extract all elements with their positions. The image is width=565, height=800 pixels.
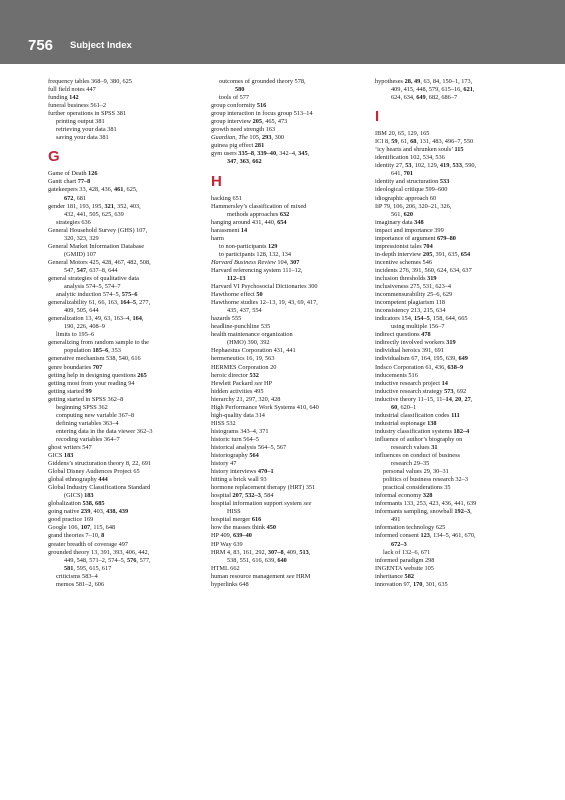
index-entry-continuation: HISS xyxy=(227,508,241,516)
index-entry: generative mechanism 538, 540, 616 xyxy=(48,355,141,363)
header-banner xyxy=(0,0,565,64)
index-entry: high-quality data 314 xyxy=(211,411,265,419)
index-entry: history 47 xyxy=(211,460,237,468)
index-entry: identification 102, 534, 536 xyxy=(375,154,445,162)
index-entry: group interview 205, 465, 473 xyxy=(211,118,288,126)
index-entry: HP Way 639 xyxy=(211,540,243,548)
index-entry: HISS 532 xyxy=(211,419,236,427)
index-entry: Hewlett Packard see HP xyxy=(211,379,273,387)
index-entry: hitting a brick wall 93 xyxy=(211,476,267,484)
index-entry: hacking 651 xyxy=(211,194,242,202)
index-entry: Hephaestus Corporation 431, 441 xyxy=(211,347,296,355)
index-entry: globalization 538, 685 xyxy=(48,500,105,508)
index-entry: further operations in SPSS 381 xyxy=(48,110,127,118)
index-entry: imaginary data 348 xyxy=(375,218,424,226)
index-entry-continuation: (GMID) 107 xyxy=(64,250,97,258)
index-entry: inheritance 582 xyxy=(375,572,414,580)
index-entry: incidents 276, 391, 560, 624, 634, 637 xyxy=(375,266,472,274)
section-letter: I xyxy=(375,108,380,126)
index-entry: funding 142 xyxy=(48,94,79,102)
index-entry: generalizing from random sample to the xyxy=(48,339,149,347)
index-entry: identity 27, 53, 102, 129, 419, 533, 590, xyxy=(375,162,477,170)
index-entry: hospital information support system see xyxy=(211,500,312,508)
index-entry: Harvard Business Review 104, 307 xyxy=(211,258,300,266)
index-entry: inductive research strategy 573, 692 xyxy=(375,387,467,395)
section-letter: H xyxy=(211,172,222,190)
index-entry: individual heroics 391, 691 xyxy=(375,347,444,355)
index-entry-continuation: 435, 437, 554 xyxy=(227,307,262,315)
index-entry: getting most from your reading 94 xyxy=(48,379,135,387)
index-entry: genre boundaries 707 xyxy=(48,363,103,371)
index-entry-continuation: 491 xyxy=(391,516,401,524)
index-entry: Hawthorne studies 12–13, 19, 43, 69, 417, xyxy=(211,299,318,307)
index-entry: informants 133, 253, 423, 436, 441, 639 xyxy=(375,500,477,508)
index-entry: generalization 13, 49, 63, 163–4, 164, xyxy=(48,315,144,323)
index-entry-continuation: 538, 551, 616, 639, 640 xyxy=(227,556,287,564)
index-entry: inconsistency 213, 215, 634 xyxy=(375,307,446,315)
index-subentry: memos 581–2, 606 xyxy=(56,580,105,588)
index-entry: ghost writers 547 xyxy=(48,443,92,451)
index-entry-continuation: 112–13 xyxy=(227,274,246,282)
index-entry: informal economy 328 xyxy=(375,492,433,500)
index-entry: headline-punchline 535 xyxy=(211,323,271,331)
index-entry: growth need strength 163 xyxy=(211,126,276,134)
index-entry: High Performance Work Systems 410, 640 xyxy=(211,403,319,411)
index-entry: going native 239, 403, 438, 439 xyxy=(48,508,129,516)
index-subentry: defining variables 363–4 xyxy=(56,419,119,427)
index-subentry: to participants 128, 132, 134 xyxy=(219,250,292,258)
index-entry: how the masses think 450 xyxy=(211,524,277,532)
index-entry: General Motors 425, 428, 467, 482, 508, xyxy=(48,258,151,266)
index-entry: inductive research project 14 xyxy=(375,379,448,387)
index-entry: gatekeepers 33, 428, 436, 461, 625, xyxy=(48,186,138,194)
index-entry: indicators 154, 154–5, 158, 644, 665 xyxy=(375,315,468,323)
index-entry: gender 181, 193, 195, 321, 352, 403, xyxy=(48,202,141,210)
index-subentry: beginning SPSS 362 xyxy=(56,403,108,411)
index-entry: frequency tables 368–9, 380, 625 xyxy=(48,78,132,85)
index-entry-continuation: 320, 323, 329 xyxy=(64,234,99,242)
index-subentry: analytic induction 574–5, 575–6 xyxy=(56,291,138,299)
index-subentry: saving your data 381 xyxy=(56,134,109,142)
index-entry: hierarchy 21, 297, 320, 428 xyxy=(211,395,281,403)
index-column-2 xyxy=(211,78,369,589)
index-entry: Giddens’s structuration theory 8, 22, 691 xyxy=(48,460,152,468)
index-entry-continuation: population 185–6, 353 xyxy=(64,347,121,355)
index-entry-continuation: using multiple 156–7 xyxy=(391,323,445,331)
index-entry: historic turn 564–5 xyxy=(211,435,259,443)
index-entry: Google 106, 107, 115, 648 xyxy=(48,524,116,532)
index-entry: generalizability 61, 66, 163, 164–5, 277, xyxy=(48,299,151,307)
index-entry: inclusion thresholds 319 xyxy=(375,274,437,282)
index-entry: Global Disney Audiences Project 65 xyxy=(48,468,140,476)
index-entry: grand theories 7–10, 8 xyxy=(48,532,105,540)
index-entry: Global Industry Classifications Standard xyxy=(48,484,151,492)
index-entry: hermeneutics 16, 19, 563 xyxy=(211,355,275,363)
index-entry: ideological critique 599–600 xyxy=(375,186,448,194)
index-entry: grounded theory 13, 391, 393, 406, 442, xyxy=(48,548,150,556)
index-entry-continuation: (HMO) 390, 392 xyxy=(227,339,270,347)
section-letter: G xyxy=(48,148,60,166)
running-head-title: Subject Index xyxy=(70,40,132,51)
index-entry: idiographic approach 60 xyxy=(375,194,437,202)
index-subentry-continuation: 580 xyxy=(235,86,245,94)
index-column-1 xyxy=(48,78,206,589)
index-entry: getting help in designing questions 265 xyxy=(48,371,147,379)
index-entry: GICS 183 xyxy=(48,452,74,460)
index-entry: IiP 79, 106, 206, 320–21, 326, xyxy=(375,202,452,210)
index-entry: historical analysis 564–5, 567 xyxy=(211,443,287,451)
index-subentry: outcomes of grounded theory 578, xyxy=(219,78,306,85)
index-entry: informed consent 123, 134–5, 461, 670, xyxy=(375,532,476,540)
index-subentry: tools of 577 xyxy=(219,94,250,102)
index-entry: Hammersley’s classification of mixed xyxy=(211,202,307,210)
index-entry: inclusiveness 275, 531, 623–4 xyxy=(375,283,452,291)
index-entry: General Household Survey (GHS) 107, xyxy=(48,226,148,234)
index-entry: getting started in SPSS 362–8 xyxy=(48,395,124,403)
index-entry: industrial classification codes 111 xyxy=(375,411,460,419)
index-entry-continuation: research values 31 xyxy=(391,443,438,451)
index-entry: impact and importance 399 xyxy=(375,226,444,234)
index-entry: inductive theory 11–15, 11–14, 20, 27, xyxy=(375,395,473,403)
index-subentry: lack of 132–6, 671 xyxy=(383,548,431,556)
index-entry: general strategies of qualitative data xyxy=(48,274,139,282)
index-subentry: limits to 195–6 xyxy=(56,331,95,339)
index-subentry: politics of business research 32–3 xyxy=(383,476,468,484)
index-subentry: computing new variable 367–8 xyxy=(56,411,135,419)
index-entry: HRM 4, 83, 161, 292, 307–8, 409, 513, xyxy=(211,548,311,556)
index-entry: harm xyxy=(211,234,224,242)
index-entry-continuation: analysis 574–5, 574–7 xyxy=(64,283,121,291)
index-entry-continuation: 190, 226, 408–9 xyxy=(64,323,105,331)
index-entry: guinea pig effect 281 xyxy=(211,142,265,150)
index-entry: Indsco Corporation 61, 436, 638–9 xyxy=(375,363,464,371)
index-entry: impressionist tales 704 xyxy=(375,242,433,250)
index-entry: HERMES Corporation 20 xyxy=(211,363,277,371)
index-entry: heroic director 532 xyxy=(211,371,259,379)
index-entry: informed paradigm 298 xyxy=(375,556,435,564)
index-entry: Harvard referencing system 111–12, xyxy=(211,266,303,274)
index-entry-continuation: 432, 441, 505, 625, 639 xyxy=(64,210,124,218)
index-entry: Hawthorne effect 50 xyxy=(211,291,263,299)
index-entry: human resource management see HRM xyxy=(211,572,311,580)
index-entry: Gantt chart 77–8 xyxy=(48,178,91,186)
index-entry: hyperlinks 648 xyxy=(211,580,249,588)
index-entry: ICI 8, 59, 61, 68, 131, 483, 496–7, 550 xyxy=(375,138,474,146)
index-entry: histograms 343–4, 371 xyxy=(211,427,269,435)
index-entry-continuation: 547, 547, 637–8, 644 xyxy=(64,266,118,274)
index-subentry: criticisms 583–4 xyxy=(56,572,98,580)
index-entry: group conformity 516 xyxy=(211,102,267,110)
index-entry: HP 409, 639–40 xyxy=(211,532,252,540)
index-entry: group interaction in focus group 513–14 xyxy=(211,110,313,118)
index-subentry: strategies 636 xyxy=(56,218,91,226)
index-entry-continuation: 672–3 xyxy=(391,540,407,548)
index-entry-continuation: 672, 681 xyxy=(64,194,87,202)
index-entry: indirectly involved workers 319 xyxy=(375,339,456,347)
index-entry: harassment 14 xyxy=(211,226,248,234)
index-entry: historiography 564 xyxy=(211,452,259,460)
index-entry: funeral business 561–2 xyxy=(48,102,107,110)
page-number: 756 xyxy=(28,37,54,54)
index-entry: hospital 207, 532–3, 584 xyxy=(211,492,274,500)
index-entry-continuation: 409, 415, 448, 579, 615–16, 621, xyxy=(391,86,475,94)
index-entry: influences on conduct of business xyxy=(375,452,460,460)
index-entry: General Market Information Database xyxy=(48,242,144,250)
index-entry-continuation: 624, 634, 649, 682, 686–7 xyxy=(391,94,458,102)
index-entry: hanging around 431, 440, 654 xyxy=(211,218,287,226)
index-entry: hospital merger 616 xyxy=(211,516,262,524)
index-entry-continuation: 409, 505, 644 xyxy=(64,307,99,315)
index-entry: innovation 97, 170, 301, 635 xyxy=(375,580,448,588)
index-entry: Harvard VI Psychosocial Dictionaries 300 xyxy=(211,283,318,291)
index-entry: informants sampling, snowball 192–3, xyxy=(375,508,472,516)
index-entry: inducements 516 xyxy=(375,371,418,379)
index-entry: individualism 67, 164, 195, 639, 649 xyxy=(375,355,468,363)
index-entry: identity and structuration 533 xyxy=(375,178,450,186)
index-column-3 xyxy=(375,78,533,589)
index-subentry: practical considerations 35 xyxy=(383,484,451,492)
index-entry: information technology 625 xyxy=(375,524,446,532)
index-entry: incompetent plagiarism 118 xyxy=(375,299,446,307)
index-entry-continuation: 449, 548, 571–2, 574–5, 576, 577, xyxy=(64,556,151,564)
index-entry-continuation: methods approaches 632 xyxy=(227,210,290,218)
index-entry: gym users 335–8, 339–40, 342–4, 345, xyxy=(211,150,310,158)
index-entry-continuation: (GICS) 183 xyxy=(64,492,94,500)
index-entry: IBM 20, 65, 129, 165 xyxy=(375,130,430,138)
index-entry: ‘icy hearts and shrunken souls’ 115 xyxy=(375,146,464,154)
index-entry: global ethnography 444 xyxy=(48,476,108,484)
index-entry: getting started 99 xyxy=(48,387,92,395)
index-entry: history interviews 470–1 xyxy=(211,468,274,476)
index-entry: Guardian, The 105, 293, 300 xyxy=(211,134,285,142)
index-entry: hormone replacement therapy (HRT) 351 xyxy=(211,484,316,492)
index-entry: industrial espionage 138 xyxy=(375,419,437,427)
index-entry: Game of Death 126 xyxy=(48,170,98,178)
index-entry: hypotheses 28, 49, 63, 84, 150–1, 173, xyxy=(375,78,473,85)
index-entry-continuation: research 29–35 xyxy=(391,460,430,468)
index-subentry: personal values 29, 30–31 xyxy=(383,468,449,476)
index-subentry: recoding variables 364–7 xyxy=(56,435,120,443)
index-entry: industry classification systems 182–4 xyxy=(375,427,470,435)
index-entry-continuation: 641, 701 xyxy=(391,170,414,178)
index-subentry: entering data in the data viewer 362–3 xyxy=(56,427,153,435)
index-entry-continuation: 347, 363, 662 xyxy=(227,158,262,166)
index-entry-continuation: 581, 595, 615, 617 xyxy=(64,564,112,572)
index-subentry: printing output 381 xyxy=(56,118,105,126)
index-entry-continuation: 60, 620–1 xyxy=(391,403,417,411)
index-entry: INGENTA website 105 xyxy=(375,564,434,572)
index-entry: importance of argument 679–80 xyxy=(375,234,456,242)
index-entry: good practice 169 xyxy=(48,516,94,524)
index-entry: health maintenance organization xyxy=(211,331,293,339)
index-subentry: to non-participants 129 xyxy=(219,242,278,250)
index-entry: in-depth interview 205, 391, 635, 654 xyxy=(375,250,471,258)
index-entry: greater breadth of coverage 497 xyxy=(48,540,129,548)
index-entry: incentive schemes 546 xyxy=(375,258,433,266)
index-entry: hazards 555 xyxy=(211,315,242,323)
index-entry-continuation: 561, 620 xyxy=(391,210,414,218)
index-entry: indirect questions 478 xyxy=(375,331,431,339)
index-entry: hidden activities 495 xyxy=(211,387,264,395)
index-subentry: retrieving your data 381 xyxy=(56,126,117,134)
index-entry: influence of author’s biography on xyxy=(375,435,463,443)
index-entry: incommensurability 25–6, 629 xyxy=(375,291,453,299)
index-entry: HTML 662 xyxy=(211,564,240,572)
index-entry: full field notes 447 xyxy=(48,86,96,94)
